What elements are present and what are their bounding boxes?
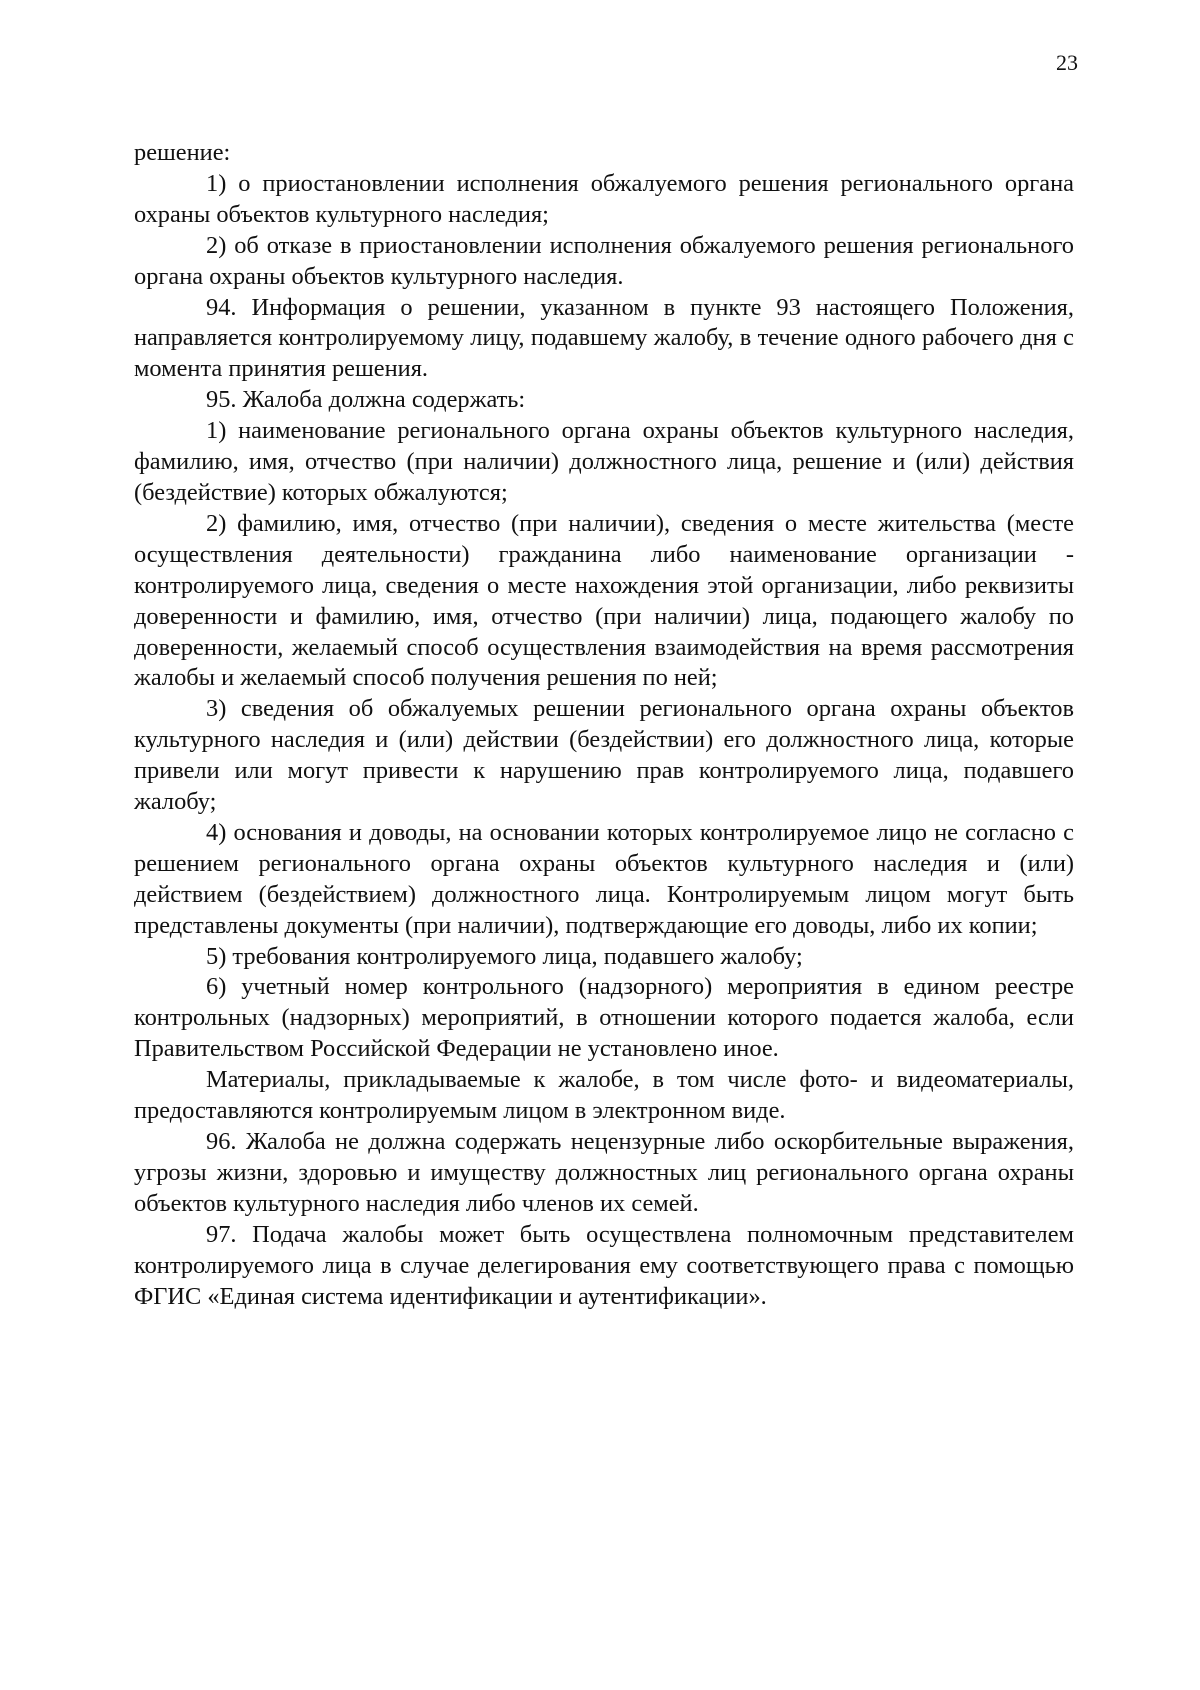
- document-body: [134, 138, 1074, 1312]
- paragraph-95-item-2: 2) фамилию, имя, отчество (при наличии), сведения о месте жительства (месте осуществления деятельности) гражданина либо наименование организации - контролируемого лица, сведения о месте нахождения этой организации, либо реквизиты доверенности и фамилию, имя, отчество (при наличии) лица, подающего жалобу по доверенности, желаемый способ осуществления взаимодействия на время рассмотрения жалобы и желаемый способ получения решения по ней;: [134, 509, 1074, 692]
- paragraph-94: 94. Информация о решении, указанном в пункте 93 настоящего Положения, направляется контролируемому лицу, подавшему жалобу, в течение одного рабочего дня с момента принятия решения.: [134, 293, 1074, 383]
- paragraph-95-item-3: 3) сведения об обжалуемых решении регионального органа охраны объектов культурного наследия и (или) действии (бездействии) его должностного лица, которые привели или могут привести к нарушению прав контролируемого лица, подавшего жалобу;: [134, 695, 1074, 816]
- paragraph-95-item-4: 4) основания и доводы, на основании которых контролируемое лицо не согласно с решением регионального органа охраны объектов культурного наследия и (или) действием (бездействием) должностного лица. Контролируемым лицом могут быть представлены документы (при наличии), подтверждающие его доводы, либо их копии;: [134, 818, 1074, 939]
- page-number: 23: [1056, 50, 1078, 75]
- paragraph-95-item-6: 6) учетный номер контрольного (надзорного) мероприятия в едином реестре контрольных (надзорных) мероприятий, в отношении которого подается жалоба, если Правительством Российской Федерации не установлено иное.: [134, 973, 1074, 1063]
- paragraph-item-2-refusal: 2) об отказе в приостановлении исполнения обжалуемого решения регионального органа охраны объектов культурного наследия.: [134, 231, 1074, 290]
- paragraph-95-item-1: 1) наименование регионального органа охраны объектов культурного наследия, фамилию, имя, отчество (при наличии) должностного лица, решение и (или) действия (бездействие) которых обжалуются;: [134, 417, 1074, 506]
- paragraph-95-item-5: 5) требования контролируемого лица, подавшего жалобу;: [206, 942, 803, 970]
- paragraph-96: 96. Жалоба не должна содержать нецензурные либо оскорбительные выражения, угрозы жизни, здоровью и имуществу должностных лиц регионального органа охраны объектов культурного наследия либо членов их семей.: [134, 1128, 1074, 1217]
- paragraph-materials: Материалы, прикладываемые к жалобе, в том числе фото- и видеоматериалы, предоставляются контролируемым лицом в электронном виде.: [134, 1066, 1074, 1125]
- paragraph-decision-intro: решение:: [134, 139, 231, 166]
- paragraph-item-1-suspension: 1) о приостановлении исполнения обжалуемого решения регионального органа охраны объектов культурного наследия;: [134, 169, 1074, 228]
- paragraph-95: 95. Жалоба должна содержать:: [206, 386, 526, 414]
- paragraph-97: 97. Подача жалобы может быть осуществлена полномочным представителем контролируемого лица в случае делегирования ему соответствующего права с помощью ФГИС «Единая система идентификации и аутентификации».: [134, 1220, 1074, 1310]
